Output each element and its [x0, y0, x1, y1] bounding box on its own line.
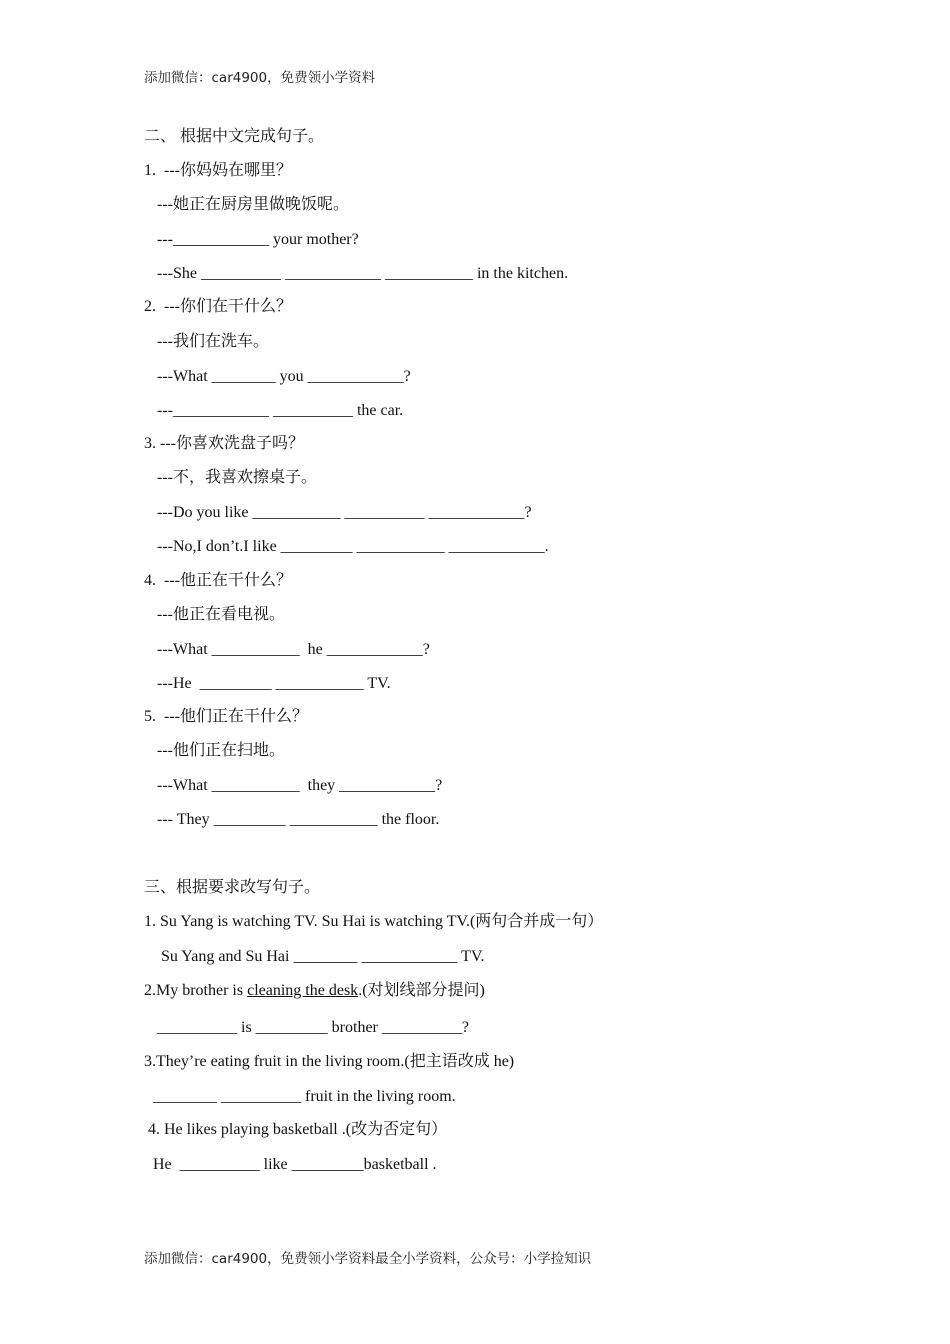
s3-q4-answer: He __________ like _________basketball .	[153, 1156, 437, 1173]
s3-q3-answer: ________ __________ fruit in the living room.	[153, 1088, 456, 1105]
section2-title: 二、 根据中文完成句子。	[144, 128, 325, 145]
s3-q2-suffix: .(对划线部分提问)	[358, 982, 485, 999]
s2-q5-en: ---What ___________ they ____________?	[157, 777, 443, 794]
s2-q1-en-answer: ---She __________ ____________ ___________ in the kitchen.	[157, 265, 569, 282]
s2-q3-en-answer: ---No,I don’t.I like _________ ___________ ____________.	[157, 538, 549, 555]
section3-title: 三、根据要求改写句子。	[144, 879, 321, 896]
s2-q2-en: ---What ________ you ____________?	[157, 368, 411, 385]
s2-q5-en-answer: --- They _________ ___________ the floor.	[157, 811, 440, 828]
s2-q2-cn-answer: ---我们在洗车。	[157, 333, 269, 350]
s2-q5-cn: 5. ---他们正在干什么？	[144, 708, 308, 725]
s2-q3-cn-answer: ---不，我喜欢擦桌子。	[157, 469, 317, 486]
s3-q1: 1. Su Yang is watching TV. Su Hai is watching TV.(两句合并成一句）	[144, 913, 604, 930]
s2-q3-cn: 3. ---你喜欢洗盘子吗？	[144, 435, 304, 452]
s2-q1-en: ---____________ your mother?	[157, 231, 359, 248]
s2-q5-cn-answer: ---他们正在扫地。	[157, 742, 285, 759]
s2-q4-en-answer: ---He _________ ___________ TV.	[157, 675, 391, 692]
s2-q4-en: ---What ___________ he ____________?	[157, 641, 430, 658]
s3-q3: 3.They’re eating fruit in the living room.(把主语改成 he)	[144, 1053, 515, 1070]
s2-q1-cn: 1. ---你妈妈在哪里？	[144, 162, 292, 179]
s3-q2-underlined: cleaning the desk	[247, 982, 359, 999]
page-footer: 添加微信：car4900，免费领小学资料最全小学资料，公众号：小学捡知识	[144, 1251, 592, 1267]
s2-q4-cn: 4. ---他正在干什么？	[144, 572, 292, 589]
s3-q4: 4. He likes playing basketball .(改为否定句）	[148, 1121, 448, 1138]
s2-q2-cn: 2. ---你们在干什么？	[144, 298, 292, 315]
s3-q2-answer: __________ is _________ brother __________?	[157, 1019, 469, 1036]
s3-q2-prefix: 2.My brother is	[144, 982, 248, 999]
s3-q1-answer: Su Yang and Su Hai ________ ____________ TV.	[161, 948, 485, 965]
page-header: 添加微信：car4900，免费领小学资料	[144, 70, 376, 86]
s2-q2-en-answer: ---____________ __________ the car.	[157, 402, 404, 419]
s2-q1-cn-answer: ---她正在厨房里做晚饭呢。	[157, 196, 349, 213]
s2-q3-en: ---Do you like ___________ __________ ____________?	[157, 504, 532, 521]
s3-q2	[144, 981, 485, 1001]
s2-q4-cn-answer: ---他正在看电视。	[157, 606, 285, 623]
